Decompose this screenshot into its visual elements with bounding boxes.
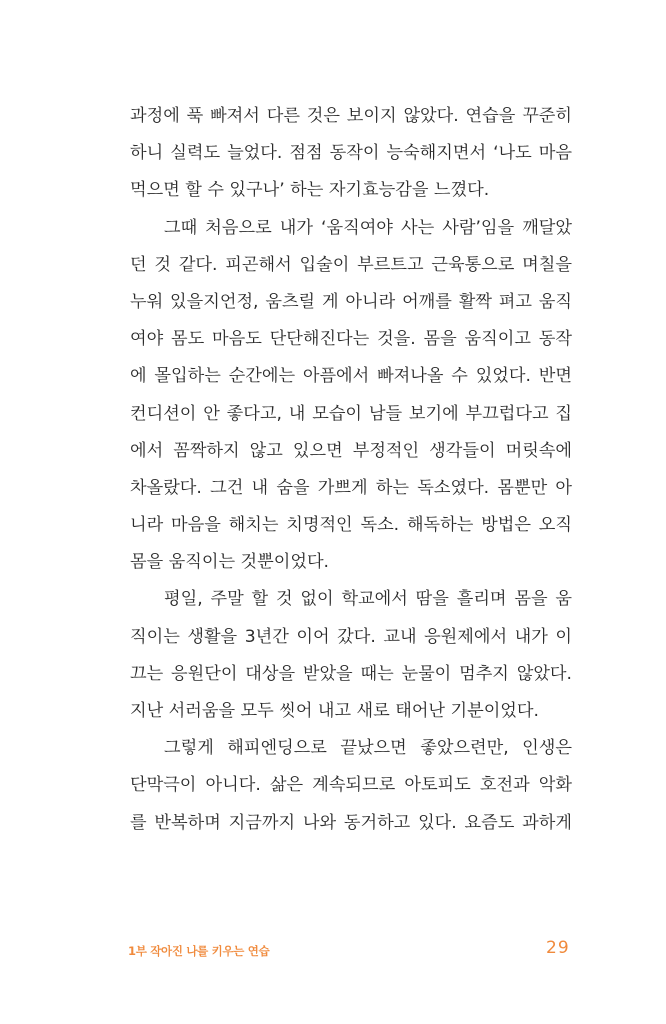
text-line: 에서 꼼짝하지 않고 있으면 부정적인 생각들이 머릿속에 (130, 440, 572, 461)
text-line: 차올랐다. 그건 내 숨을 가쁘게 하는 독소였다. 몸뿐만 아 (130, 477, 572, 498)
text-line: 단막극이 아니다. 삶은 계속되므로 아토피도 호전과 악화 (130, 775, 572, 796)
page-number: 29 (546, 938, 570, 958)
text-line: 를 반복하며 지금까지 나와 동거하고 있다. 요즘도 과하게 (130, 812, 572, 833)
text-line: 누워 있을지언정, 움츠릴 게 아니라 어깨를 활짝 펴고 움직 (130, 291, 572, 312)
body-text (130, 98, 572, 842)
text-line: 지난 서러움을 모두 씻어 내고 새로 태어난 기분이었다. (130, 701, 539, 721)
text-line: 그렇게 해피엔딩으로 끝났으면 좋았으련만, 인생은 (164, 738, 572, 759)
text-line: 먹으면 할 수 있구나’ 하는 자기효능감을 느꼈다. (130, 180, 490, 201)
running-footer-chapter-title: 1부 작아진 나를 키우는 연습 (128, 944, 270, 958)
text-line: 평일, 주말 할 것 없이 학교에서 땀을 흘리며 몸을 움 (164, 589, 572, 610)
text-line: 그때 처음으로 내가 ‘움직여야 사는 사람’임을 깨달았 (164, 217, 572, 238)
text-line: 끄는 응원단이 대상을 받았을 때는 눈물이 멈추지 않았다. (130, 663, 572, 684)
text-line: 에 몰입하는 순간에는 아픔에서 빠져나올 수 있었다. 반면 (130, 366, 572, 387)
text-line: 하니 실력도 늘었다. 점점 동작이 능숙해지면서 ‘나도 마음 (130, 143, 572, 164)
text-line: 몸을 움직이는 것뿐이었다. (130, 552, 330, 573)
text-line: 던 것 같다. 피곤해서 입술이 부르트고 근육통으로 며칠을 (130, 254, 572, 275)
text-line: 여야 몸도 마음도 단단해진다는 것을. 몸을 움직이고 동작 (130, 329, 572, 350)
text-line: 직이는 생활을 3년간 이어 갔다. 교내 응원제에서 내가 이 (130, 626, 572, 647)
text-line: 컨디션이 안 좋다고, 내 모습이 남들 보기에 부끄럽다고 집 (130, 403, 572, 424)
text-line: 니라 마음을 해치는 치명적인 독소. 해독하는 방법은 오직 (130, 515, 572, 536)
text-line: 과정에 푹 빠져서 다른 것은 보이지 않았다. 연습을 꾸준히 (130, 106, 572, 126)
